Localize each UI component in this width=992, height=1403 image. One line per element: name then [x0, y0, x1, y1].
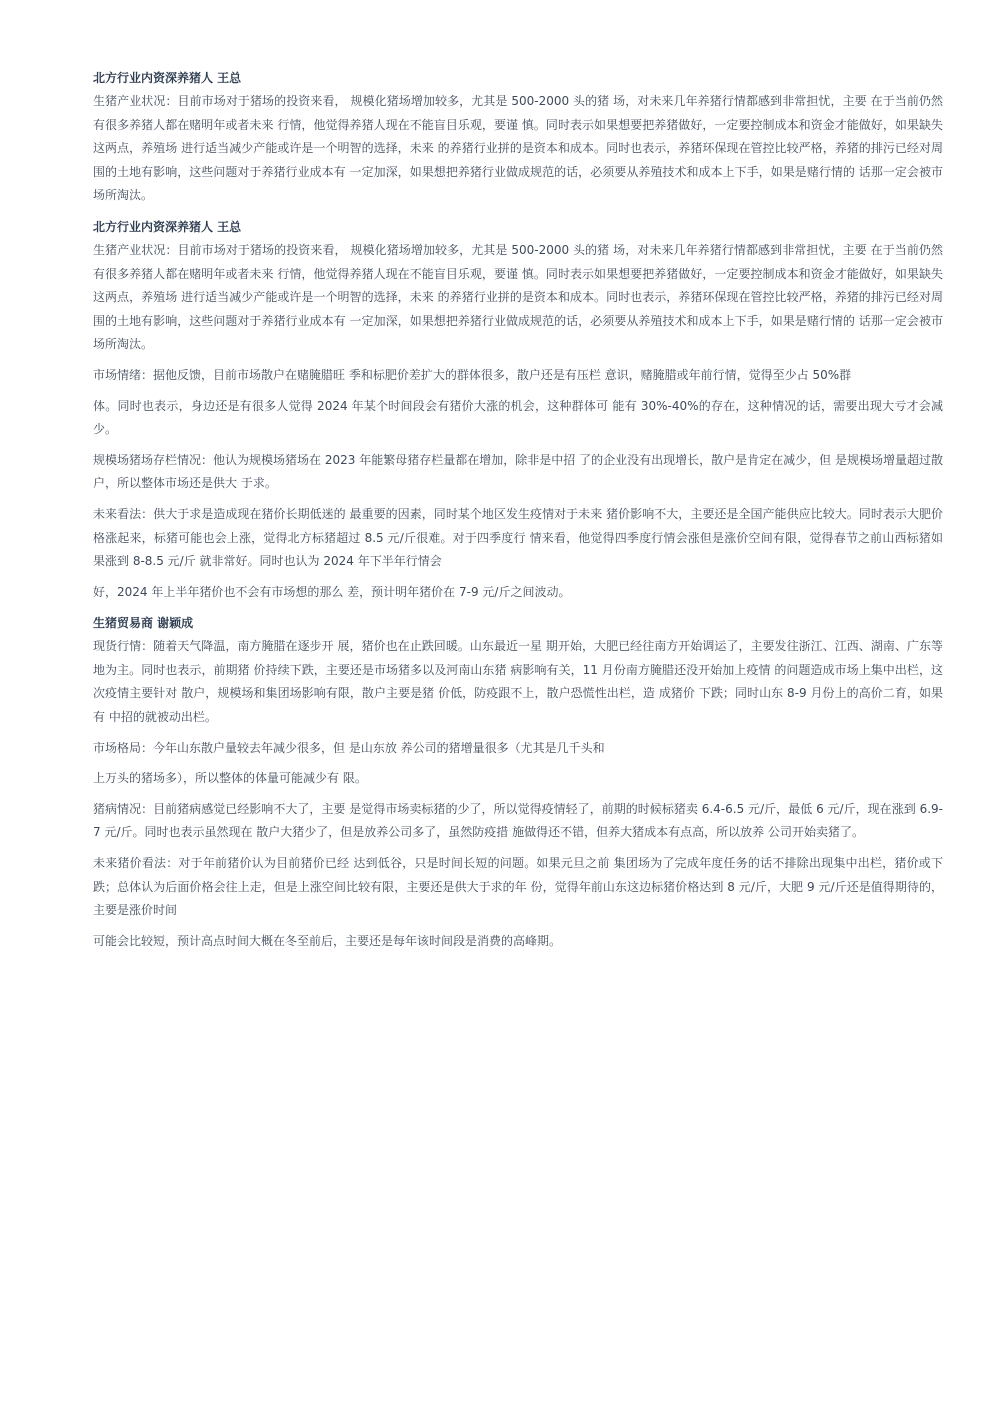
- paragraph: 生猪产业状况：目前市场对于猪场的投资来看， 规模化猪场增加较多，尤其是 500-2000 头的猪 场，对未来几年养猪行情都感到非常担忧，主要 在于当前仍然有很多养猪人都在赌明年或者未来 行情，他觉得养猪人现在不能盲目乐观，要谨 慎。同时表示如果想要把养猪做好，一定要控制成本和资金才能做好，如果缺失这两点，养殖场 进行适当减少产能或许是一个明智的选择，未来 的养猪行业拼的是资本和成本。同时也表示，养猪环保现在管控比较严格，养猪的排污已经对周 围的土地有影响，这些问题对于养猪行业成本有 一定加深，如果想把养猪行业做成规范的话，必须要从养殖技术和成本上下手，如果是赌行情的 话那一定会被市场所淘汰。: [93, 242, 943, 352]
- paragraph: 好，2024 年上半年猪价也不会有市场想的那么 差，预计明年猪价在 7-9 元/斤之间波动。: [93, 584, 571, 599]
- section-title: 生猪贸易商 谢颖成: [93, 616, 194, 631]
- section-title: 北方行业内资深养猪人 王总: [93, 219, 242, 234]
- paragraph: 现货行情：随着天气降温，南方腌腊在逐步开 展，猪价也在止跌回暖。山东最近一星 期开始，大肥已经往南方开始调运了，主要发往浙江、江西、湖南、广东等地为主。同时也表示，前期猪 价持续下跌，主要还是市场猪多以及河南山东猪 病影响有关，11 月份南方腌腊还没开始加上疫情 的问题造成市场上集中出栏，这次疫情主要针对 散户，规模场和集团场影响有限，散户主要是猪 价低，防疫跟不上，散户恐慌性出栏，造 成猪价 下跌；同时山东 8-9 月份上的高价二育，如果有 中招的就被动出栏。: [93, 639, 943, 725]
- paragraph: 市场情绪：据他反馈，目前市场散户在赌腌腊旺 季和标肥价差扩大的群体很多，散户还是有压栏 意识，赌腌腊或年前行情，觉得至少占 50%群: [93, 367, 852, 382]
- paragraph: 上万头的猪场多），所以整体的体量可能减少有 限。: [93, 771, 367, 786]
- paragraph: 未来看法：供大于求是造成现在猪价长期低迷的 最重要的因素，同时某个地区发生疫情对于未来 猪价影响不大，主要还是全国产能供应比较大。同时表示大肥价格涨起来，标猪可能也会上涨，觉得北方标猪超过 8.5 元/斤很难。对于四季度行 情来看，他觉得四季度行情会涨但是涨价空间有限，觉得春节之前山西标猪如果涨到 8-8.5 元/斤 就非常好。同时也认为 2024 年下半年行情会: [93, 506, 943, 569]
- paragraph: 生猪产业状况：目前市场对于猪场的投资来看， 规模化猪场增加较多，尤其是 500-2000 头的猪 场，对未来几年养猪行情都感到非常担忧，主要 在于当前仍然有很多养猪人都在赌明年或者未来 行情，他觉得养猪人现在不能盲目乐观，要谨 慎。同时表示如果想要把养猪做好，一定要控制成本和资金才能做好，如果缺失这两点，养殖场 进行适当减少产能或许是一个明智的选择，未来 的养猪行业拼的是资本和成本。同时也表示，养猪环保现在管控比较严格，养猪的排污已经对周 围的土地有影响，这些问题对于养猪行业成本有 一定加深，如果想把养猪行业做成规范的话，必须要从养殖技术和成本上下手，如果是赌行情的 话那一定会被市场所淘汰。: [93, 94, 943, 203]
- paragraph: 可能会比较短，预计高点时间大概在冬至前后，主要还是每年该时间段是消费的高峰期。: [93, 933, 562, 948]
- paragraph: 未来猪价看法：对于年前猪价认为目前猪价已经 达到低谷，只是时间长短的问题。如果元旦之前 集团场为了完成年度任务的话不排除出现集中出栏，猪价或下跌；总体认为后面价格会往上走，但是上涨空间比较有限，主要还是供大于求的年 份，觉得年前山东这边标猪价格达到 8 元/斤，大肥 9 元/斤还是值得期待的，主要是涨价时间: [93, 856, 943, 918]
- paragraph: 市场格局：今年山东散户量较去年减少很多，但 是山东放 养公司的猪增量很多（尤其是几千头和: [93, 740, 605, 755]
- section-title: 北方行业内资深养猪人 王总: [93, 71, 242, 85]
- paragraph: 猪病情况：目前猪病感觉已经影响不大了，主要 是觉得市场卖标猪的少了，所以觉得疫情轻了，前期的时候标猪卖 6.4-6.5 元/斤，最低 6 元/斤，现在涨到 6.9-7 元/斤。同时也表示虽然现在 散户大猪少了，但是放养公司多了，虽然防疫措 施做得还不错，但养大猪成本有点高，所以放养 公司开始卖猪了。: [93, 801, 943, 840]
- paragraph: 体。同时也表示，身边还是有很多人觉得 2024 年某个时间段会有猪价大涨的机会，这种群体可 能有 30%-40%的存在，这种情况的话，需要出现大亏才会减少。: [93, 398, 943, 437]
- paragraph: 规模场猪场存栏情况：他认为规模场猪场在 2023 年能繁母猪存栏量都在增加，除非是中招 了的企业没有出现增长，散户是肯定在减少，但 是规模场增量超过散户，所以整体市场还是供大 于求。: [93, 452, 943, 491]
- document-page: [93, 66, 943, 960]
